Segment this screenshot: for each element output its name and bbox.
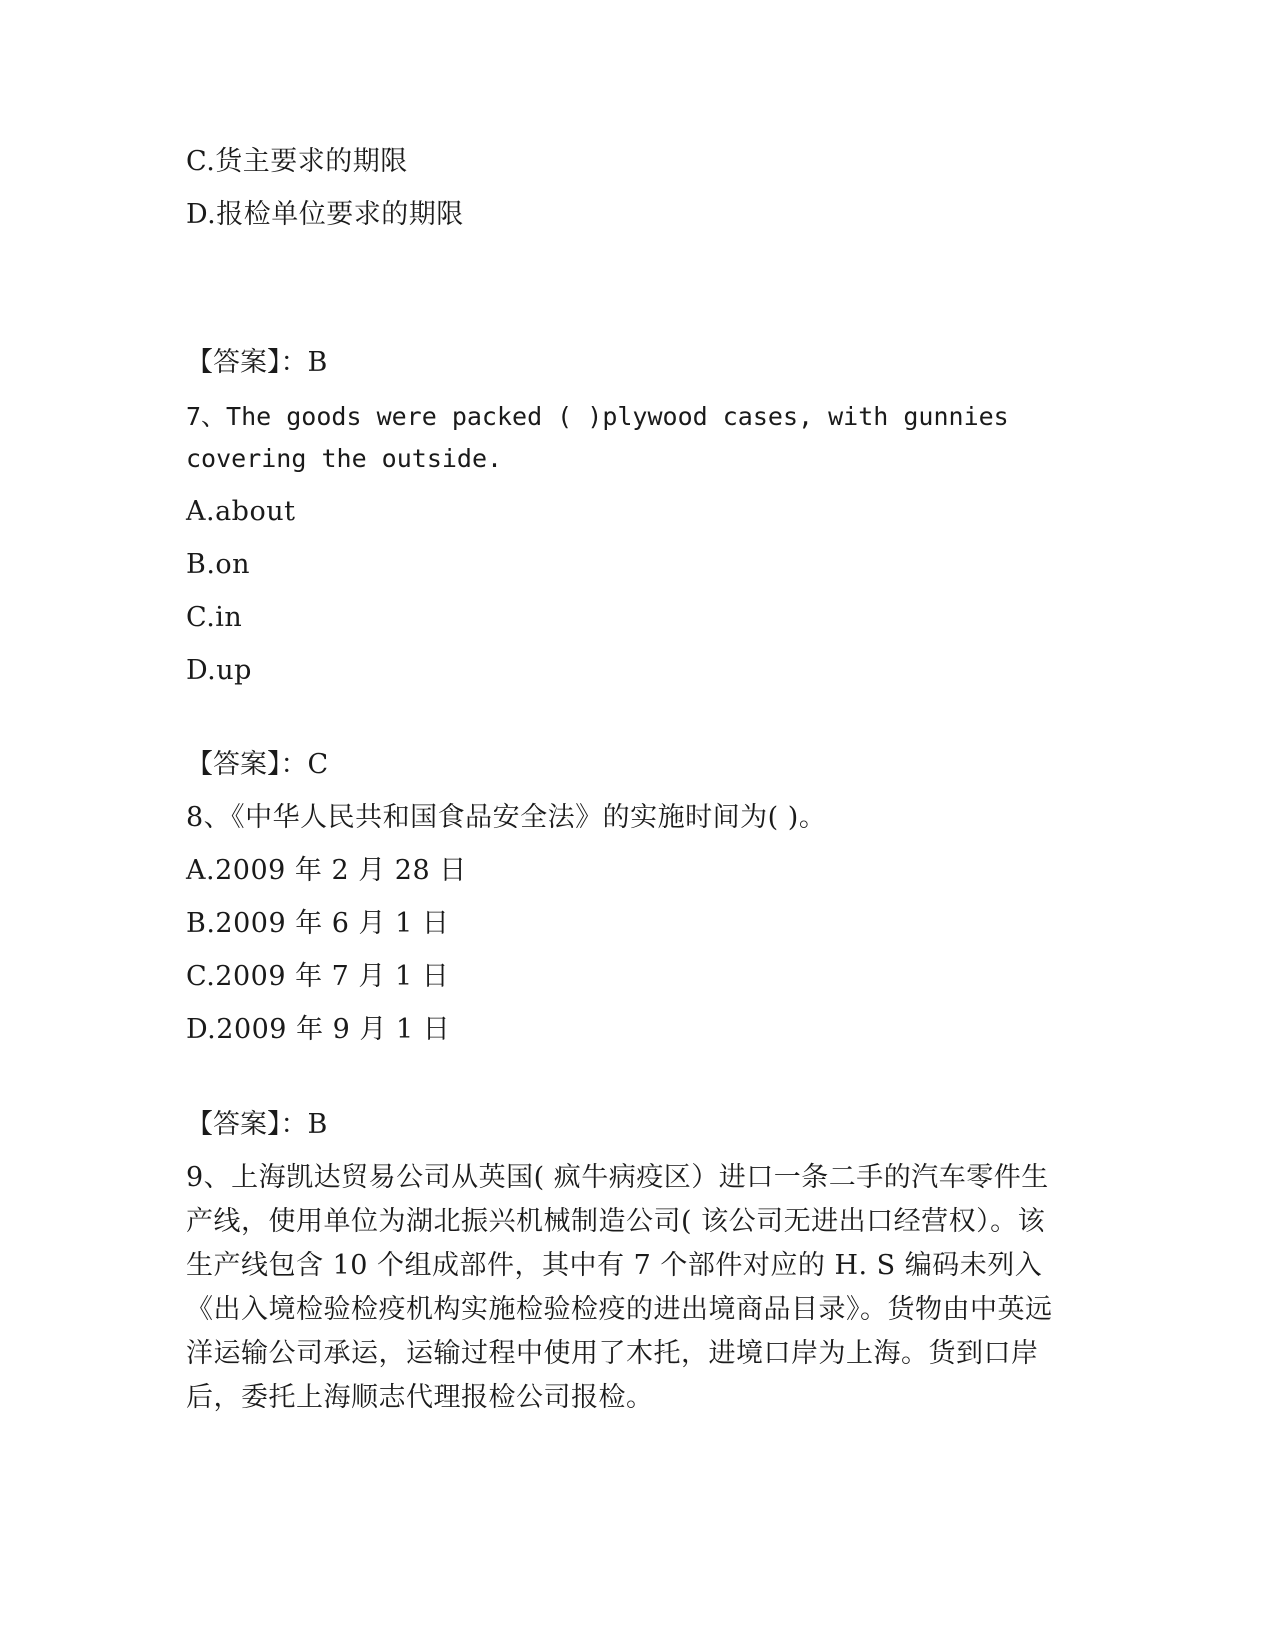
q7-answer: 【答案】：C <box>186 749 329 780</box>
q7-option-b: B.on <box>186 549 251 580</box>
q8-option-a: A.2009 年 2 月 28 日 <box>186 855 467 886</box>
q8-option-c: C.2009 年 7 月 1 日 <box>186 961 450 992</box>
q9-stem: 9、上海凯达贸易公司从英国( 疯牛病疫区）进口一条二手的汽车零件生产线，使用单位为湖北振兴机械制造公司( 该公司无进出口经营权）。该生产线包含 10 个组成部件，其中有 7 个部件对应的 H. S 编码未列入《出入境检验检疫机构实施检验检疫的进出境商品目录》。货物由中英远洋运输公司承运，运输过程中使用了木托，进境口岸为上海。货到口岸后，委托上海顺志代理报检公司报检。 <box>186 1162 1053 1413</box>
q7-option-a: A.about <box>186 496 296 527</box>
q7-stem-line1: 7、The goods were packed ( )plywood cases, with gunnies <box>186 402 1009 431</box>
q6-option-b: C.货主要求的期限 <box>186 146 408 177</box>
q8-answer: 【答案】：B <box>186 1109 328 1140</box>
q6-answer: 【答案】：B <box>186 347 328 378</box>
q8-option-b: B.2009 年 6 月 1 日 <box>186 908 450 939</box>
q7-stem-line2: covering the outside. <box>186 444 503 473</box>
q7-option-c: C.in <box>186 602 243 633</box>
q7-option-d: D.up <box>186 655 252 686</box>
q6-option-c: D.报检单位要求的期限 <box>186 199 464 230</box>
q8-option-d: D.2009 年 9 月 1 日 <box>186 1014 451 1045</box>
q8-stem: 8、《中华人民共和国食品安全法》的实施时间为( )。 <box>186 802 827 833</box>
